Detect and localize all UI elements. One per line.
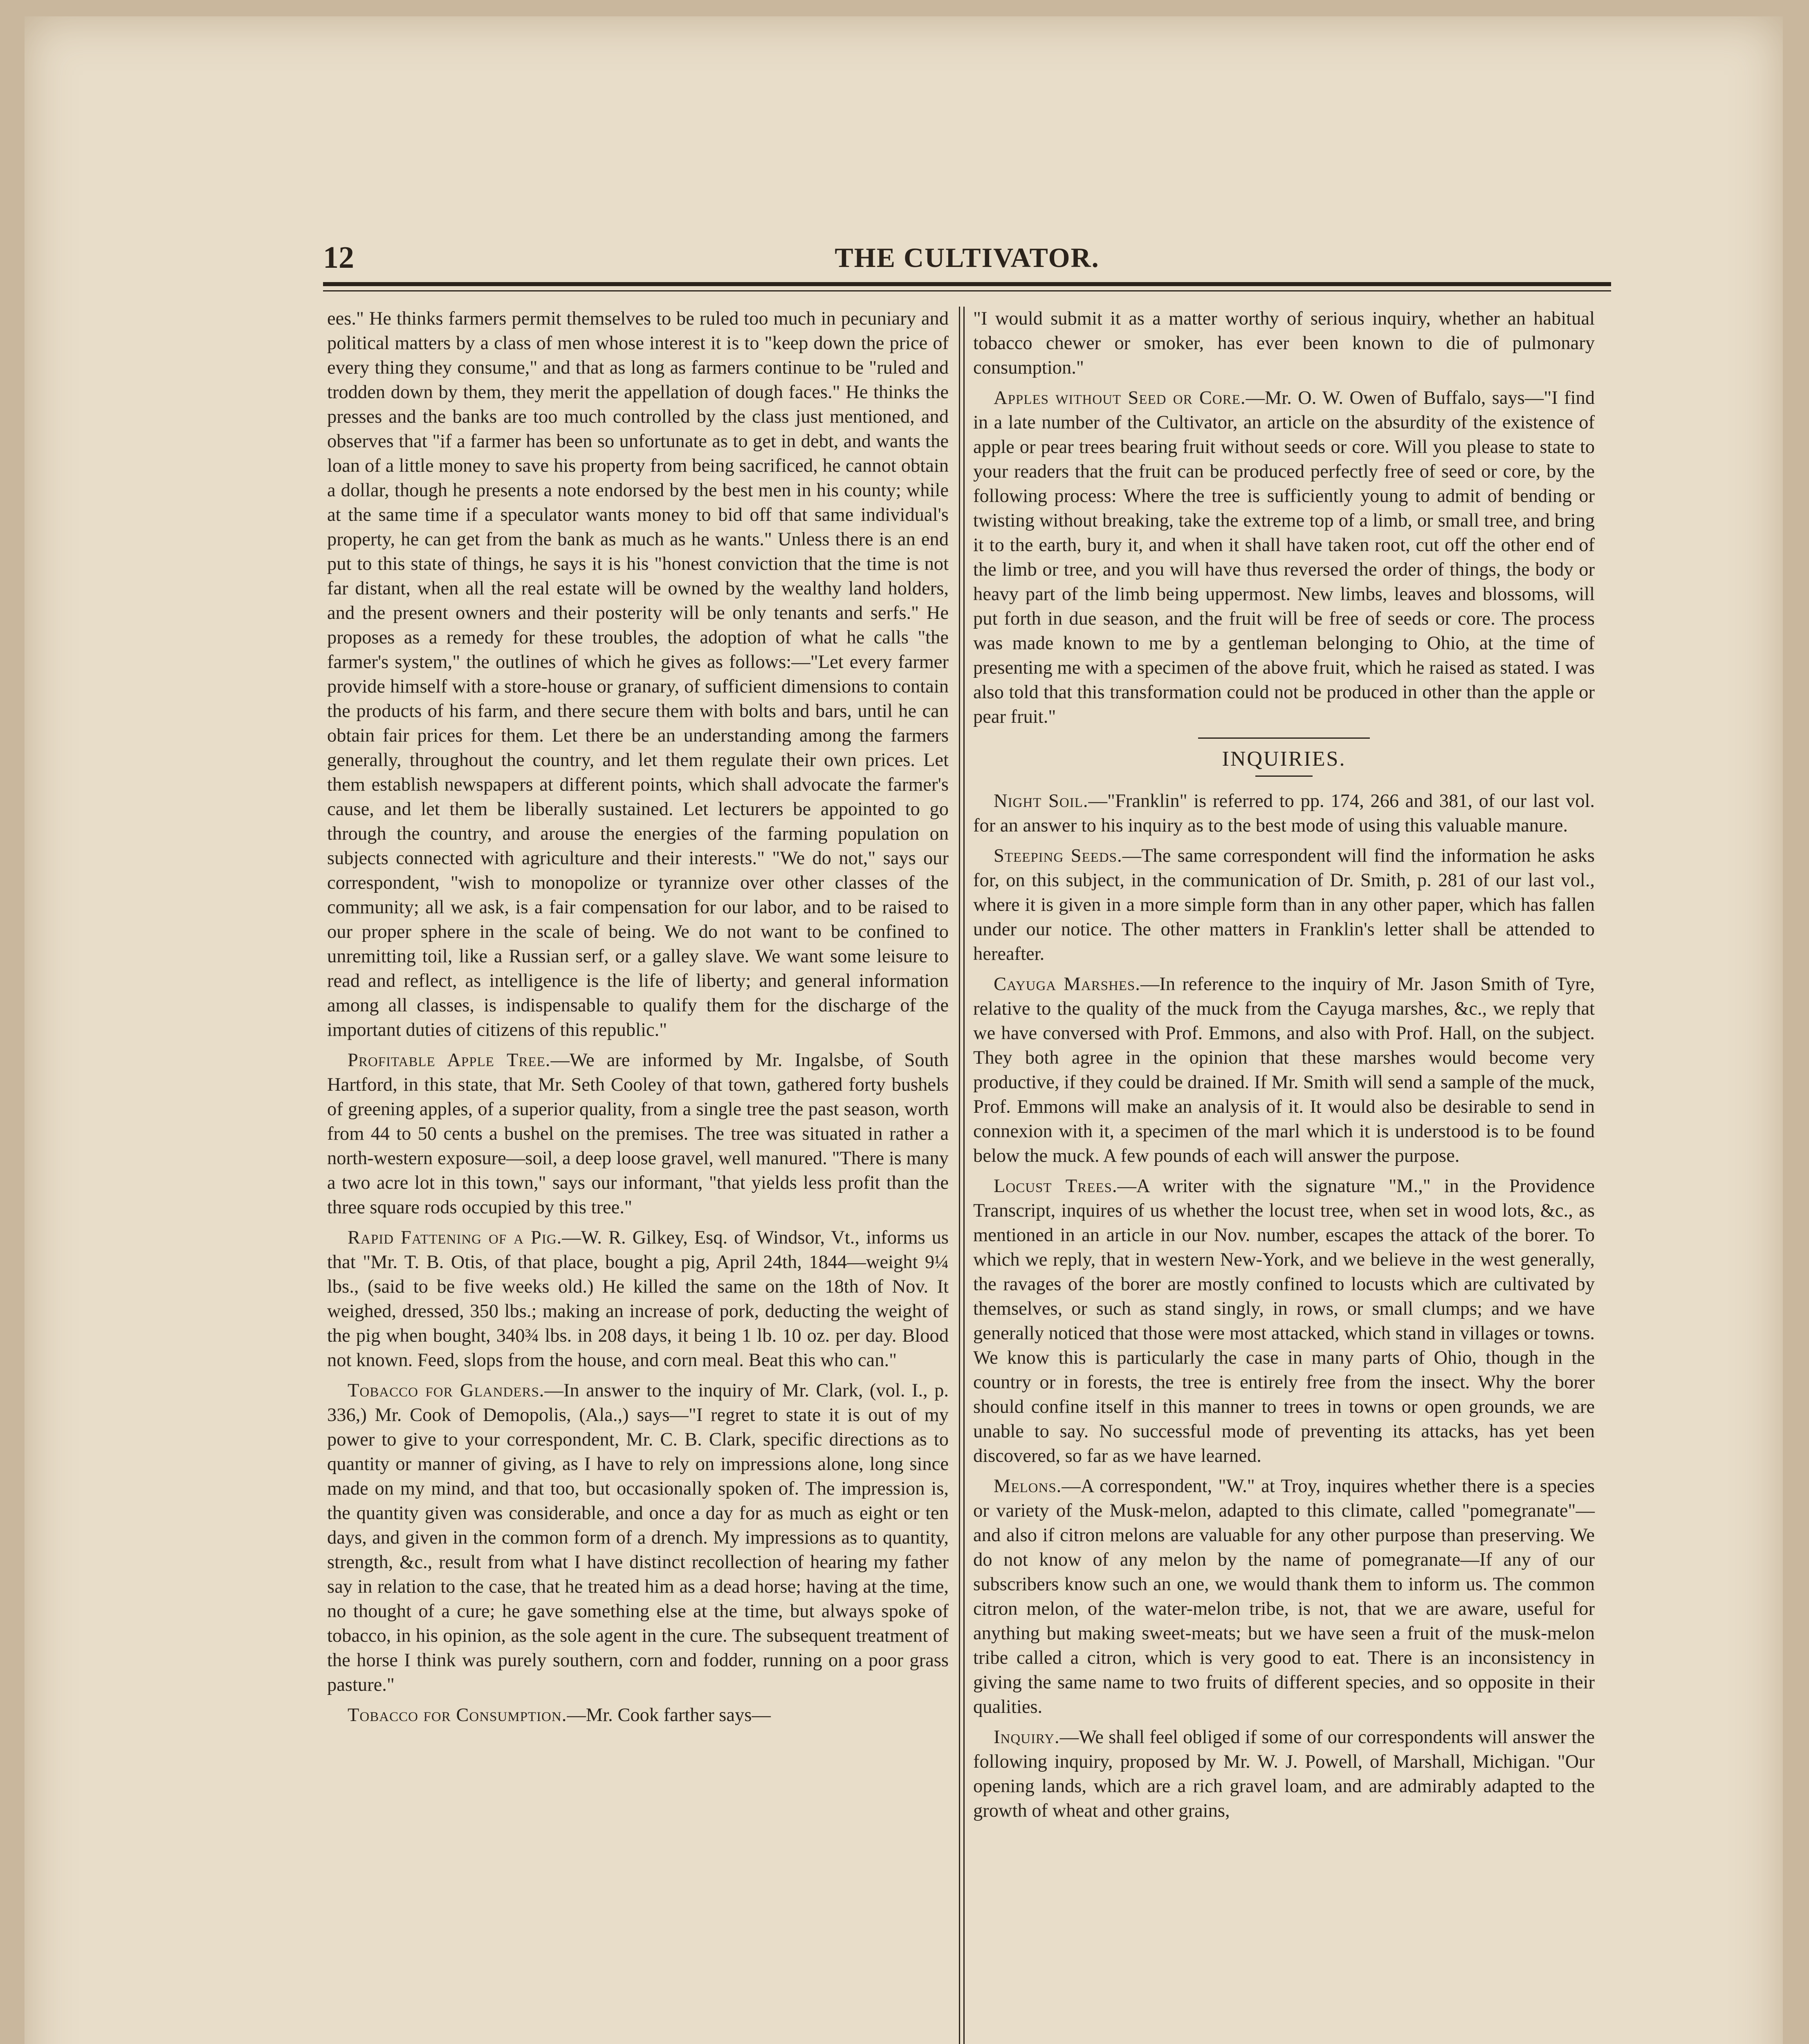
article-heading: Cayuga Marshes. [994,974,1140,995]
article-body: —In reference to the inquiry of Mr. Jason Smith of Tyre, relative to the quality of the muck from the Cayuga marshes, &c., we reply that we have conversed with Prof. Emmons, and also with Prof. Hall, on the subject. They both agree in the opinion that these marshes would become very productive, if they could be drained. If Mr. Smith will send a sample of the muck, Prof. Emmons will make an analysis of it. It would also be desirable to send in connexion with it, a specimen of the marl which it is understood is to be found below the muck. A few pounds of each will answer the purpose. [973,974,1595,1166]
article-heading: Melons. [994,1476,1062,1497]
inquiry-steeping-seeds [973,844,1595,966]
column-divider [959,307,965,2044]
article-heading: Inquiry. [994,1727,1060,1748]
right-column [973,307,1595,1829]
article-heading: Tobacco for Glanders. [348,1380,545,1401]
article-body: —A correspondent, "W." at Troy, inquires whether there is a species or variety of the Musk-melon, adapted to this climate, called "pomegranate"—and also if citron melons are valuable for any other purpose than preserving. We do not know of any melon by the name of pomegranate—If any of our subscribers know such an one, we would thank them to inform us. The common citron melon, of the water-melon tribe, is not, that we are aware, useful for anything but making sweet-meats; but we have seen a fruit of the musk-melon tribe called a citron, which is very good to eat. There is an inconsistency in giving the same name to two fruits of different species, and so opposite in their qualities. [973,1476,1595,1717]
inquiry-locust-trees [973,1174,1595,1468]
article-apples-without-seed [973,386,1595,729]
article-body: —A writer with the signature "M.," in the Providence Transcript, inquires of us whether the locust tree, when set in wood lots, &c., as mentioned in an article in our Nov. number, escapes the attack of the borer. To which we reply, that in western New-York, and we believe in the west generally, the ravages of the borer are mostly confined to locusts which are cultivated by themselves, or such as stand singly, in rows, or small clumps; and we have generally noticed that those were most attacked, which stand in villages or towns. We know this is particularly the case in many parts of Ohio, though in the country or in forests, the tree is entirely free from the insect. Why the borer should confine itself in this manner to trees in towns or open grounds, we are unable to say. No successful mode of preventing its attacks, has yet been discovered, so far as we have learned. [973,1176,1595,1466]
article-heading: Rapid Fattening of a Pig. [348,1227,562,1248]
article-body: —We shall feel obliged if some of our correspondents will answer the following inquiry, proposed by Mr. W. J. Powell, of Marshall, Michigan. "Our opening lands, which are a rich gravel loam, and are admirably adapted to the growth of wheat and other grains, [973,1727,1595,1821]
article-body: —Mr. O. W. Owen of Buffalo, says—"I find in a late number of the Cultivator, an article on the absurdity of the existence of apple or pear trees bearing fruit without seeds or core. Will you please to state to your readers that the fruit can be produced perfectly free of seed or core, by the following process: Where the tree is sufficiently young to admit of bending or twisting without breaking, take the extreme top of a limb, or small tree, and bring it to the earth, bury it, and when it shall have taken root, cut off the other end of the limb or tree, and you will have thus reversed the order of things, the body or heavy part of the limb being uppermost. New limbs, leaves and blossoms, will put forth in due season, and the fruit will be free of seeds or core. The process was made known to me by a gentleman belonging to Ohio, at the time of presenting me with a specimen of the above fruit, which he raised as stated. I was also told that this transformation could not be produced in other than the apple or pear fruit." [973,388,1595,727]
article-heading: Tobacco for Consumption. [348,1705,567,1726]
article-profitable-apple-tree [327,1048,949,1220]
article-body: —We are informed by Mr. Ingalsbe, of South Hartford, in this state, that Mr. Seth Cooley of that town, gathered forty bushels of greening apples, of a superior quality, from a single tree the past season, worth from 44 to 50 cents a bushel on the premises. The tree was situated in rather a north-western exposure—soil, a deep loose gravel, well manured. "There is many a two acre lot in this town," says our informant, "that yields less profit than the three square rods occupied by this tree." [327,1050,949,1218]
farmers-system-paragraph: ees." He thinks farmers permit themselves to be ruled too much in pecuniary and political matters by a class of men whose interest it is to "keep down the price of every thing they consume," and that as long as farmers continue to be "ruled and trodden down by them, they merit the appellation of dough faces." He thinks the presses and the banks are too much controlled by the class just mentioned, and observes that "if a farmer has been so unfortunate as to get in debt, and wants the loan of a little money to save his property from being sacrificed, he cannot obtain a dollar, though he presents a note endorsed by the best men in his county; while at the same time if a speculator wants money to bid off that same individual's property, he can get from the bank as much as he wants." Unless there is an end put to this state of things, he says it is his "honest conviction that the time is not far distant, when all the real estate will be owned by the wealthy land holders, and the present owners and their posterity will be only tenants and serfs." He proposes as a remedy for these troubles, the adoption of what he calls "the farmer's system," the outlines of which he gives as follows:—"Let every farmer provide himself with a store-house or granary, of sufficient dimensions to contain the products of his farm, and there secure them with bolts and bars, until he can obtain fair prices for them. Let there be an understanding among the farmers generally, throughout the country, and let them regulate their own prices. Let them establish newspapers at different points, which shall advocate the farmer's cause, and let them be liberally sustained. Let lecturers be appointed to go through the country, and arouse the energies of the farming population on subjects connected with agriculture and their interests." "We do not," says our correspondent, "wish to monopolize or tyrannize over other classes of the community; all we ask, is a fair compensation for our labor, and to be raised to our proper sphere in the scale of being. We do not want to be confined to unremitting toil, like a Russian serf, or a galley slave. We want some leisure to read and reflect, as intelligence is the life of liberty; and general information among all classes, is indispensable to qualify them for the discharge of the important duties of citizens of this republic." [327,308,949,1040]
inquiries-heading: INQUIRIES. [1222,747,1346,771]
page-header [323,241,1611,274]
article-tobacco-consumption [327,1703,949,1728]
inquiry-night-soil [973,789,1595,838]
left-column [327,307,949,1733]
article-body: —In answer to the inquiry of Mr. Clark, (vol. I., p. 336,) Mr. Cook of Demopolis, (Ala.,) says—"I regret to state it is out of my power to give to your correspondent, Mr. C. B. Clark, specific directions as to quantity or manner of giving, as I have to rely on impressions alone, long since made on my mind, and that too, but occasionally spoken of. The impression is, the quantity given was considerable, and once a day for as much as eight or ten days, and given in the common form of a drench. My impressions as to quantity, strength, &c., result from what I have distinct recollection of hearing my father say in relation to the case, that he treated him as a dead horse; having at the time, no thought of a cure; he gave something else at the time, but always spoke of tobacco, in his opinion, as the sole agent in the cure. The subsequent treatment of the horse I think was purely southern, corn and fodder, running on a poor grass pasture." [327,1380,949,1695]
article-rapid-fattening-pig [327,1226,949,1373]
article-heading: Profitable Apple Tree. [348,1050,551,1071]
consumption-continuation: "I would submit it as a matter worthy of serious inquiry, whether an habitual tobacco chewer or smoker, has ever been known to die of pulmonary consumption." [973,308,1595,378]
article-body: —Mr. Cook farther says— [567,1705,771,1726]
article-body: —The same correspondent will find the information he asks for, on this subject, in the communication of Dr. Smith, p. 281 of our last vol., where it is given in a more simple form than in any other paper, which has fallen under our notice. The other matters in Franklin's letter shall be attended to hereafter. [973,845,1595,964]
article-tobacco-glanders [327,1378,949,1697]
inquiry-cayuga-marshes [973,972,1595,1168]
article-heading: Steeping Seeds. [994,845,1122,866]
heading-rule [1255,775,1313,777]
inquiry-powell [973,1725,1595,1823]
article-body: —W. R. Gilkey, Esq. of Windsor, Vt., informs us that "Mr. T. B. Otis, of that place, bought a pig, April 24th, 1844—weight 9¼ lbs., (said to be five weeks old.) He killed the same on the 18th of Nov. It weighed, dressed, 350 lbs.; making an increase of pork, deducting the weight of the pig when bought, 340¾ lbs. in 208 days, it being 1 lb. 10 oz. per day. Blood not known. Feed, slops from the house, and corn meal. Beat this who can." [327,1227,949,1371]
header-rule-thick [323,282,1611,286]
header-rule-thin [323,290,1611,291]
page-title: THE CULTIVATOR. [835,242,1100,273]
section-rule [1198,737,1370,739]
article-heading: Locust Trees. [994,1176,1118,1197]
page-number: 12 [323,240,354,275]
article-heading: Night Soil. [994,791,1089,811]
article-heading: Apples without Seed or Core. [994,388,1246,408]
article-body: —"Franklin" is referred to pp. 174, 266 and 381, of our last vol. for an answer to his inquiry as to the best mode of using this valuable manure. [973,791,1595,836]
inquiry-melons [973,1474,1595,1719]
